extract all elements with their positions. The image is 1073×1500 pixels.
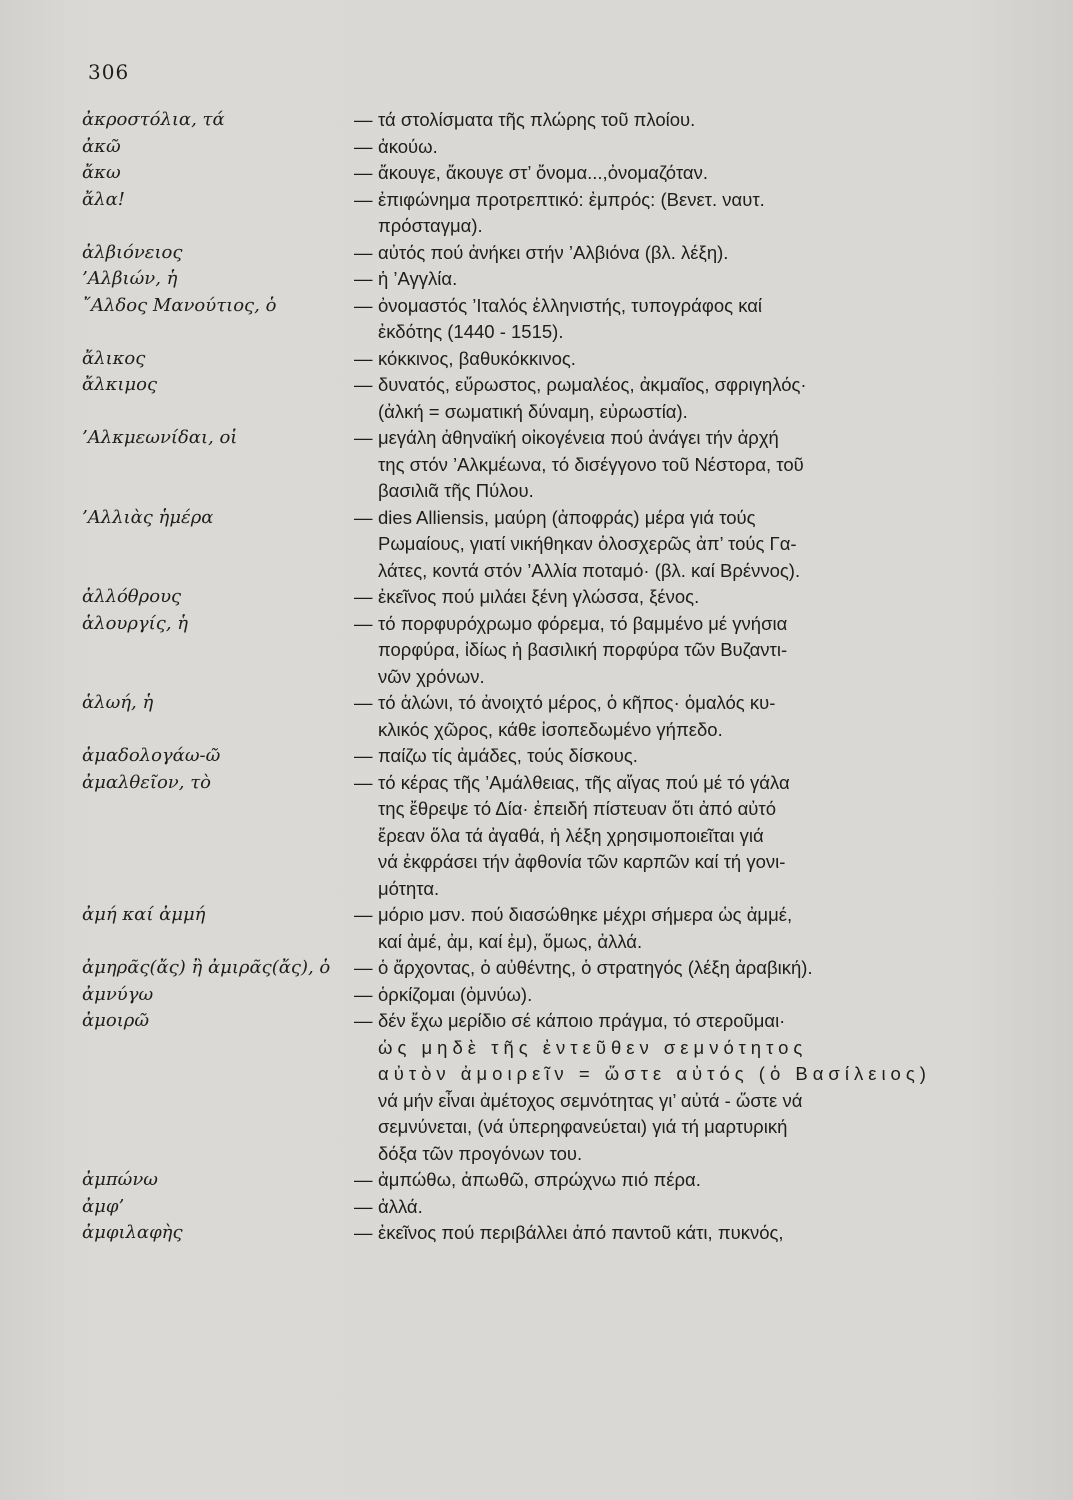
glossary-entry	[0, 743, 1073, 770]
definition-line	[354, 293, 938, 320]
definition-text: καί ἀμέ, ἀμ, καί ἐμ), ὅμως, ἀλλά.	[378, 930, 643, 952]
definition-text: πρόσταγμα).	[378, 215, 483, 236]
definition-text: ἡ ’Αγγλία.	[378, 268, 458, 289]
definition-text: ἀλλά.	[378, 1195, 423, 1217]
definition-text: ὁ ἄρχοντας, ὁ αὐθέντης, ὁ στρατηγός (λέξη ἀραβική).	[378, 957, 813, 978]
entry-definition	[354, 982, 938, 1009]
definition-line	[378, 796, 938, 823]
entry-term: ἀκροστόλια, τά	[82, 109, 225, 130]
em-dash: —	[354, 692, 373, 713]
entry-definition	[354, 584, 938, 611]
definition-line	[378, 929, 938, 956]
definition-line	[378, 637, 938, 664]
definition-text: της στόν ’Αλκμέωνα, τό δισέγγονο τοῦ Νέστορα, τοῦ	[378, 453, 804, 475]
entry-definition	[354, 1167, 938, 1194]
entry-definition	[354, 293, 938, 346]
em-dash: —	[354, 745, 373, 766]
entry-term: ἀμφιλαφὴς	[82, 1222, 183, 1243]
definition-line	[354, 240, 938, 267]
definition-line	[354, 955, 938, 982]
definition-text: πορφύρα, ἰδίως ἡ βασιλική πορφύρα τῶν Βυζαντι-	[378, 639, 788, 660]
definition-line	[354, 266, 938, 293]
definition-text: ἀκούω.	[378, 135, 438, 157]
entry-term: ἄκω	[82, 162, 121, 183]
glossary-entry	[0, 293, 1073, 346]
glossary-entry	[0, 1167, 1073, 1194]
em-dash: —	[354, 268, 373, 289]
definition-line	[378, 876, 938, 903]
entry-term: ἀμπώνω	[82, 1169, 158, 1190]
definition-text: τά στολίσματα τῆς πλώρης τοῦ πλοίου.	[378, 109, 696, 130]
entry-term: ἄλα!	[82, 188, 125, 210]
entry-term: ’Αλκμεωνίδαι, οἱ	[82, 427, 238, 448]
definition-text: ὀνομαστός ’Ιταλός ἑλληνιστής, τυπογράφος καί	[378, 294, 763, 316]
entry-term: ἀμνύγω	[82, 983, 154, 1005]
entry-term: ἀμφ’	[82, 1195, 125, 1217]
glossary-entry	[0, 160, 1073, 187]
definition-line	[378, 558, 938, 585]
em-dash: —	[354, 241, 373, 263]
definition-line	[354, 770, 938, 797]
entry-term: ’Αλλιὰς ἡμέρα	[82, 506, 214, 528]
definition-text: τό ἁλώνι, τό ἀνοιχτό μέρος, ὁ κῆπος· ὁμαλός κυ-	[378, 692, 776, 713]
definition-line	[378, 478, 938, 505]
glossary-entry	[0, 266, 1073, 293]
definition-line	[354, 982, 938, 1009]
definition-line	[378, 1061, 938, 1088]
definition-line	[378, 1035, 938, 1062]
glossary-entry	[0, 982, 1073, 1009]
definition-line	[354, 1008, 938, 1035]
definition-line	[354, 902, 938, 929]
glossary-entry	[0, 425, 1073, 505]
entry-term: ἀμαδολογάω-ῶ	[82, 745, 221, 766]
em-dash: —	[354, 983, 373, 1005]
definition-line	[354, 346, 938, 373]
glossary-entry	[0, 1220, 1073, 1247]
definition-text: ἐκδότης (1440 - 1515).	[378, 321, 564, 342]
definition-text: αὐτὸν ἀμοιρεῖν = ὥστε αὐτός (ὁ Βασίλειος)	[378, 1063, 931, 1084]
definition-text: ἐπιφώνημα προτρεπτικό: ἐμπρός: (Βενετ. ναυτ.	[378, 188, 765, 210]
entry-definition	[354, 955, 938, 982]
entry-definition	[354, 266, 938, 293]
definition-line	[354, 134, 938, 161]
em-dash: —	[354, 1195, 373, 1217]
definition-line	[354, 690, 938, 717]
entry-definition	[354, 372, 938, 425]
definition-text: μότητα.	[378, 877, 440, 899]
definition-line	[378, 823, 938, 850]
entry-definition	[354, 611, 938, 691]
glossary-entry	[0, 770, 1073, 903]
glossary-entry	[0, 902, 1073, 955]
definition-text: δυνατός, εὔρωστος, ρωμαλέος, ἀκμαῖος, σφριγηλός·	[378, 374, 807, 395]
definition-line	[354, 187, 938, 214]
entry-definition	[354, 346, 938, 373]
definition-line	[354, 1194, 938, 1221]
definition-text: λάτες, κοντά στόν ’Αλλία ποταμό· (βλ. καί Βρέννος).	[378, 559, 801, 581]
entry-definition	[354, 1008, 938, 1167]
glossary-entry	[0, 690, 1073, 743]
entry-definition	[354, 160, 938, 187]
entry-definition	[354, 1194, 938, 1221]
definition-text: δόξα τῶν προγόνων του.	[378, 1142, 583, 1164]
entry-term: ἄλικος	[82, 347, 146, 369]
em-dash: —	[354, 427, 373, 448]
definition-line	[354, 107, 938, 134]
entry-definition	[354, 1220, 938, 1247]
em-dash: —	[354, 904, 373, 925]
entry-term: ’Αλβιών, ἡ	[82, 268, 178, 289]
definition-text: σεμνύνεται, (νά ὑπερηφανεύεται) γιά τή μαρτυρική	[378, 1116, 788, 1137]
em-dash: —	[354, 957, 373, 978]
entry-definition	[354, 240, 938, 267]
definition-line	[378, 319, 938, 346]
definition-text: ἄκουγε, ἄκουγε στ’ ὄνομα...,ὀνομαζόταν.	[378, 162, 708, 183]
page-number: 306	[88, 60, 130, 84]
definition-text: dies Alliensis, μαύρη (ἀποφράς) μέρα γιά τούς	[378, 506, 756, 528]
definition-line	[354, 1220, 938, 1247]
definition-text: βασιλιᾶ τῆς Πύλου.	[378, 480, 534, 501]
entry-definition	[354, 743, 938, 770]
entry-term: ἀμαλθεῖον, τὸ	[82, 771, 211, 793]
entry-term: ἀμηρᾶς(ἄς) ἢ ἀμιρᾶς(ἄς), ὁ	[82, 957, 331, 978]
em-dash: —	[354, 109, 373, 130]
definition-text: ἐκεῖνος πού μιλάει ξένη γλώσσα, ξένος.	[378, 586, 700, 607]
definition-line	[378, 1088, 938, 1115]
entry-term: ἀμή καί ἀμμή	[82, 904, 206, 925]
glossary-entry	[0, 611, 1073, 691]
entry-term: ἀκῶ	[82, 135, 121, 157]
definition-line	[378, 531, 938, 558]
entry-term: ἀλβιόνειος	[82, 241, 183, 263]
glossary-entry	[0, 372, 1073, 425]
entry-definition	[354, 425, 938, 505]
definition-text: τό πορφυρόχρωμο φόρεμα, τό βαμμένο μέ γνήσια	[378, 612, 788, 634]
definition-text: δέν ἔχω μερίδιο σέ κάποιο πράγμα, τό στεροῦμαι·	[378, 1010, 786, 1031]
entry-definition	[354, 902, 938, 955]
definition-line	[354, 505, 938, 532]
definition-text: νά ἐκφράσει τήν ἀφθονία τῶν καρπῶν καί τή γονι-	[378, 851, 786, 872]
definition-text: ἀμπώθω, ἀπωθῶ, σπρώχνω πιό πέρα.	[378, 1169, 701, 1190]
glossary-entry	[0, 1008, 1073, 1167]
entry-term: ἁλουργίς, ἡ	[82, 612, 189, 634]
definition-text: ὡς μηδὲ τῆς ἐντεῦθεν σεμνότητος	[378, 1036, 808, 1058]
glossary-entries	[0, 107, 1073, 1247]
glossary-entry	[0, 346, 1073, 373]
definition-line	[378, 849, 938, 876]
entry-definition	[354, 187, 938, 240]
em-dash: —	[354, 188, 373, 210]
glossary-entry	[0, 1194, 1073, 1221]
entry-definition	[354, 505, 938, 585]
definition-text: ἔρεαν ὅλα τά ἀγαθά, ἡ λέξη χρησιμοποιεῖται γιά	[378, 824, 764, 846]
em-dash: —	[354, 612, 373, 634]
definition-text: της ἔθρεψε τό Δία· ἐπειδή πίστευαν ὅτι ἀπό αὐτό	[378, 798, 777, 819]
definition-line	[354, 611, 938, 638]
em-dash: —	[354, 771, 373, 793]
definition-line	[378, 399, 938, 426]
definition-text: κόκκινος, βαθυκόκκινος.	[378, 347, 576, 369]
entry-definition	[354, 770, 938, 903]
definition-line	[378, 717, 938, 744]
definition-line	[354, 425, 938, 452]
entry-definition	[354, 134, 938, 161]
entry-term: ἀμοιρῶ	[82, 1010, 150, 1031]
entry-definition	[354, 107, 938, 134]
definition-text: Ρωμαίους, γιατί νικήθηκαν ὁλοσχερῶς ἀπ’ τούς Γα-	[378, 533, 797, 554]
em-dash: —	[354, 135, 373, 157]
definition-line	[354, 160, 938, 187]
em-dash: —	[354, 374, 373, 395]
glossary-entry	[0, 187, 1073, 240]
entry-term: ἄλκιμος	[82, 374, 158, 395]
glossary-entry	[0, 107, 1073, 134]
em-dash: —	[354, 347, 373, 369]
em-dash: —	[354, 294, 373, 316]
definition-line	[354, 584, 938, 611]
definition-text: παίζω τίς ἀμάδες, τούς δίσκους.	[378, 745, 638, 766]
definition-text: ἐκεῖνος πού περιβάλλει ἀπό παντοῦ κάτι, πυκνός,	[378, 1222, 784, 1243]
glossary-entry	[0, 584, 1073, 611]
em-dash: —	[354, 506, 373, 528]
definition-text: κλικός χῶρος, κάθε ἰσοπεδωμένο γήπεδο.	[378, 718, 723, 740]
entry-term: ἀλλόθρους	[82, 586, 182, 607]
em-dash: —	[354, 162, 373, 183]
definition-text: νά μήν εἶναι ἀμέτοχος σεμνότητας γι’ αὐτά - ὥστε νά	[378, 1089, 803, 1111]
definition-line	[378, 1114, 938, 1141]
definition-line	[378, 213, 938, 240]
em-dash: —	[354, 1222, 373, 1243]
em-dash: —	[354, 1010, 373, 1031]
glossary-entry	[0, 955, 1073, 982]
definition-line	[354, 1167, 938, 1194]
definition-text: τό κέρας τῆς ’Αμάλθειας, τῆς αἴγας πού μέ τό γάλα	[378, 771, 790, 793]
entry-term: ῎Αλδος Μανούτιος, ὁ	[82, 294, 277, 316]
definition-text: αὐτός πού ἀνήκει στήν ’Αλβιόνα (βλ. λέξη).	[378, 241, 729, 263]
entry-definition	[354, 690, 938, 743]
definition-line	[378, 452, 938, 479]
glossary-entry	[0, 505, 1073, 585]
glossary-entry	[0, 240, 1073, 267]
definition-line	[378, 1141, 938, 1168]
definition-line	[354, 372, 938, 399]
glossary-entry	[0, 134, 1073, 161]
definition-text: μόριο μσν. πού διασώθηκε μέχρι σήμερα ὡς ἀμμέ,	[378, 904, 793, 925]
em-dash: —	[354, 586, 373, 607]
entry-term: ἁλωή, ἡ	[82, 692, 154, 713]
definition-line	[378, 664, 938, 691]
definition-line	[354, 743, 938, 770]
definition-text: (ἀλκή = σωματική δύναμη, εὐρωστία).	[378, 400, 688, 422]
definition-text: μεγάλη ἀθηναϊκή οἰκογένεια πού ἀνάγει τήν ἀρχή	[378, 427, 779, 448]
definition-text: νῶν χρόνων.	[378, 665, 485, 687]
em-dash: —	[354, 1169, 373, 1190]
definition-text: ὁρκίζομαι (ὀμνύω).	[378, 983, 533, 1005]
